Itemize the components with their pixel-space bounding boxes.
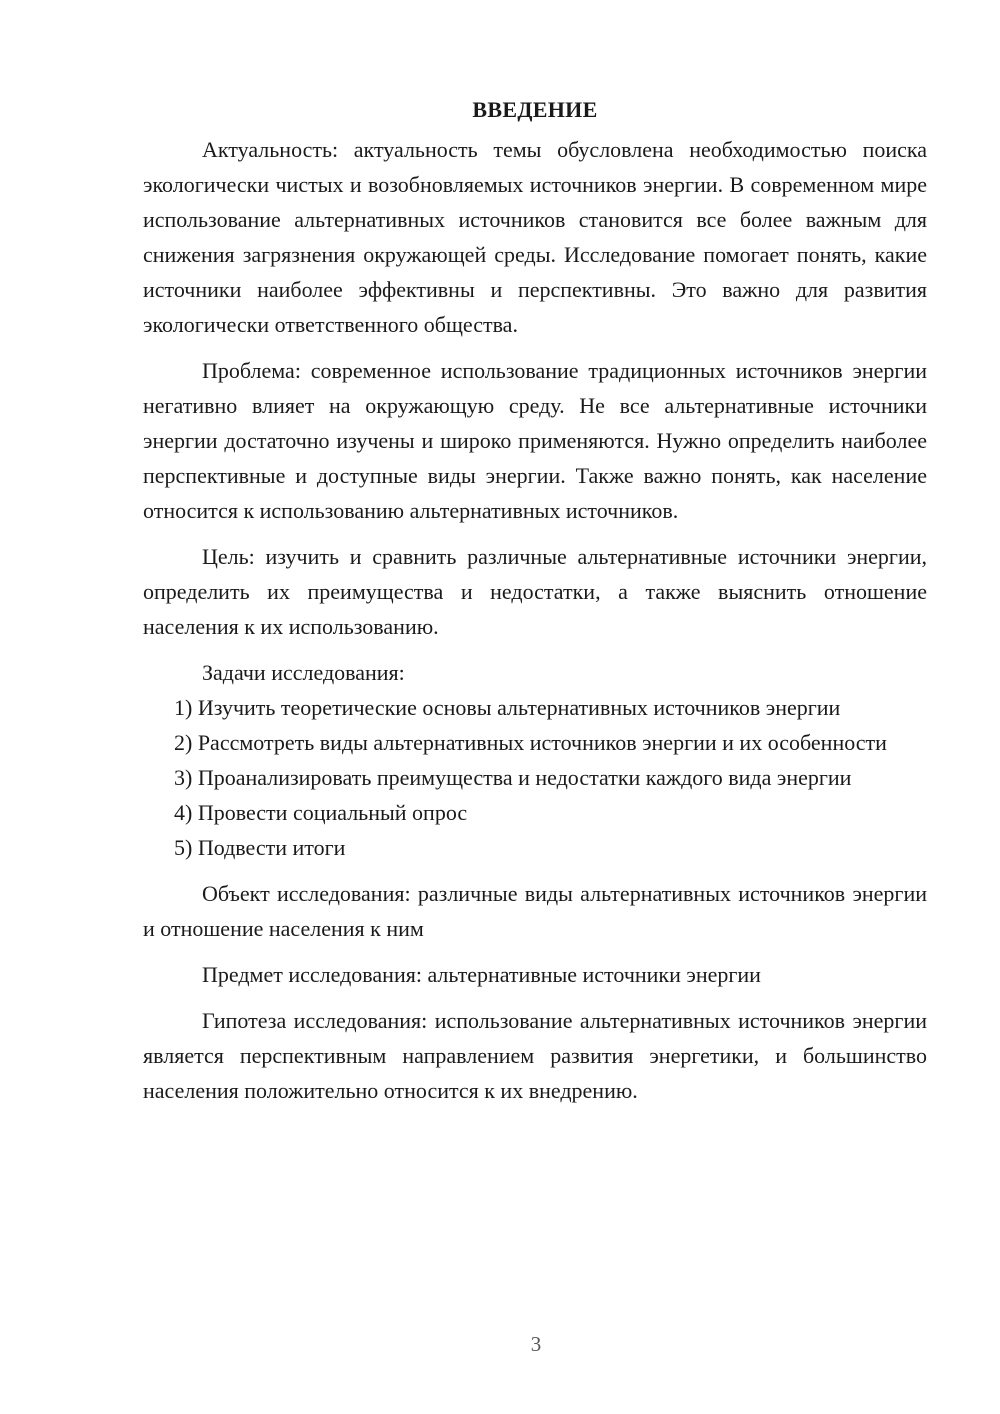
task-item-2: 2) Рассмотреть виды альтернативных источников энергии и их особенности	[174, 730, 887, 755]
problem-paragraph: Проблема: современное использование традиционных источников энергии негативно влияет на окружающую среду. Не все альтернативные источники энергии достаточно изучены и широко применяются. Нужно определить наиболее перспективные и доступные виды энергии. Также важно понять, как население относится к использованию альтернативных источников.	[143, 358, 927, 523]
object-paragraph: Объект исследования: различные виды альтернативных источников энергии и отношение населения к ним	[143, 881, 927, 941]
page-number: 3	[530, 1332, 542, 1356]
subject-paragraph: Предмет исследования: альтернативные источники энергии	[202, 962, 761, 987]
tasks-heading: Задачи исследования:	[202, 660, 405, 685]
task-item-4: 4) Провести социальный опрос	[174, 800, 468, 825]
document-page	[143, 92, 927, 1108]
task-item-1: 1) Изучить теоретические основы альтернативных источников энергии	[174, 695, 841, 720]
relevance-paragraph: Актуальность: актуальность темы обусловлена необходимостью поиска экологически чистых и возобновляемых источников энергии. В современном мире использование альтернативных источников становится все более важным для снижения загрязнения окружающей среды. Исследование помогает понять, какие источники наиболее эффективны и перспективны. Это важно для развития экологически ответственного общества.	[143, 137, 927, 337]
task-item-5: 5) Подвести итоги	[174, 835, 346, 860]
section-title: ВВЕДЕНИЕ	[472, 97, 598, 122]
hypothesis-paragraph: Гипотеза исследования: использование альтернативных источников энергии является перспективным направлением развития энергетики, и большинство населения положительно относится к их внедрению.	[143, 1008, 927, 1103]
goal-paragraph: Цель: изучить и сравнить различные альтернативные источники энергии, определить их преимущества и недостатки, а также выяснить отношение населения к их использованию.	[143, 544, 927, 639]
task-item-3: 3) Проанализировать преимущества и недостатки каждого вида энергии	[174, 765, 852, 790]
